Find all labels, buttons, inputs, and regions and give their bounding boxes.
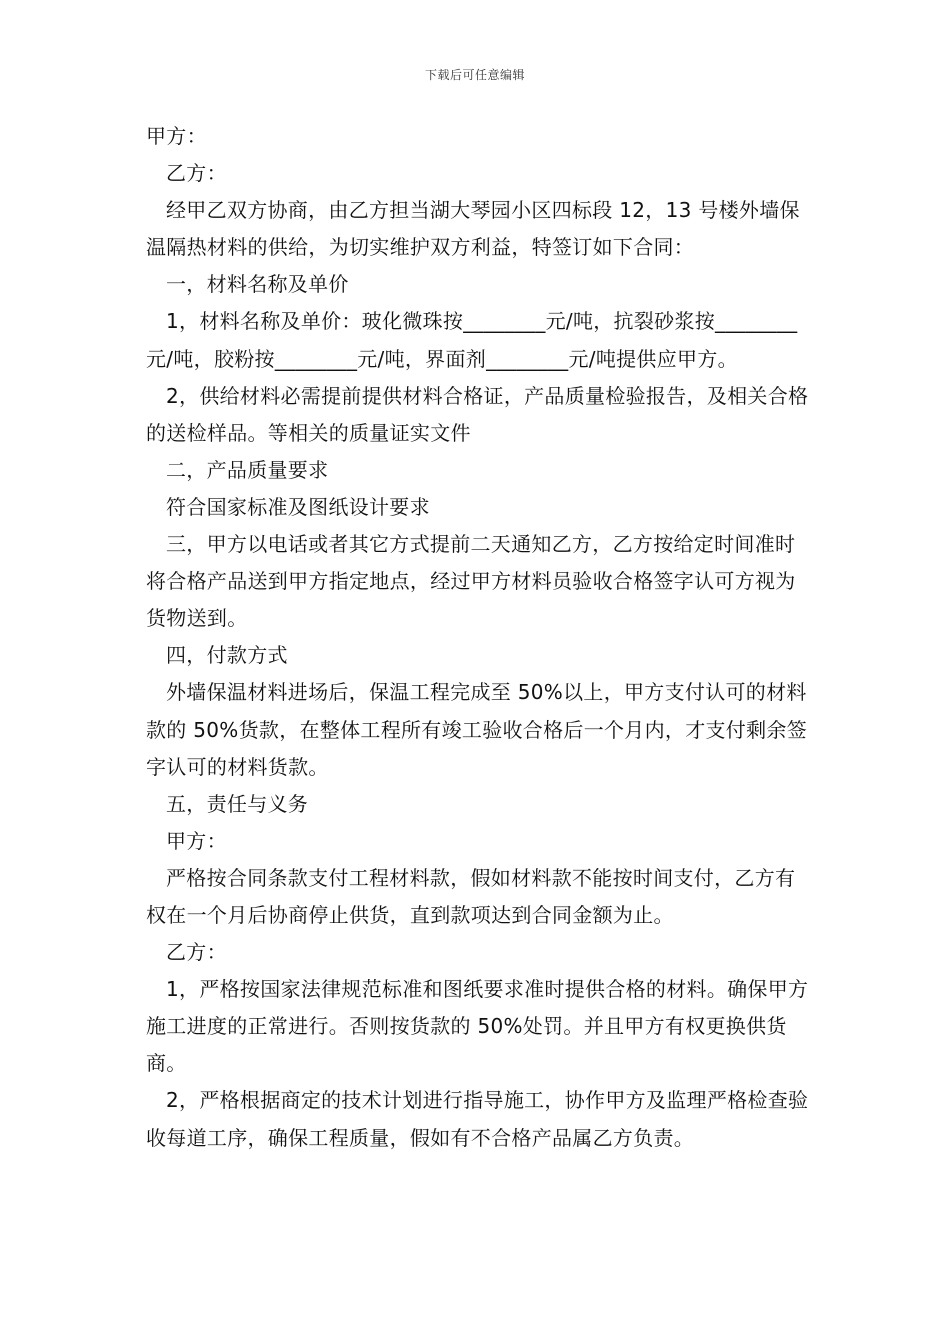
section-2-heading: 二，产品质量要求	[166, 457, 329, 482]
party-a-label: 甲方：	[146, 124, 207, 148]
section-4-heading: 四，付款方式	[166, 643, 288, 668]
party-b-duty-label: 乙方：	[166, 940, 227, 965]
material-certificate-paragraph: 2，供给材料必需提前提供材料合格证，产品质量检验报告，及相关合格的送检样品。等相关的质量证实文件	[146, 383, 809, 445]
party-b-duty-2-paragraph: 2，严格根据商定的技术计划进行指导施工，协作甲方及监理严格检查验收每道工序，确保工程质量，假如有不合格产品属乙方负责。	[146, 1088, 809, 1150]
section-3-paragraph: 三，甲方以电话或者其它方式提前二天通知乙方，乙方按给定时间准时将合格产品送到甲方指定地点，经过甲方材料员验收合格签字认可方视为货物送到。	[146, 532, 796, 631]
intro-paragraph: 经甲乙双方协商，由乙方担当湖大琴园小区四标段 12，13 号楼外墙保温隔热材料的供给，为切实维护双方利益，特签订如下合同：	[146, 198, 800, 260]
section-1-heading: 一，材料名称及单价	[166, 272, 349, 297]
material-price-paragraph: 1，材料名称及单价：玻化微珠按________元/吨，抗裂砂浆按________元/吨，胶粉按________元/吨，界面剂________元/吨提供应甲方。	[146, 309, 798, 371]
party-a-duty-paragraph: 严格按合同条款支付工程材料款，假如材料款不能按时间支付，乙方有权在一个月后协商停止供货，直到款项达到合同金额为止。	[146, 865, 796, 927]
quality-requirement-paragraph: 符合国家标准及图纸设计要求	[166, 494, 430, 519]
party-b-label: 乙方：	[166, 161, 227, 186]
payment-paragraph: 外墙保温材料进场后，保温工程完成至 50%以上，甲方支付认可的材料款的 50%货款，在整体工程所有竣工验收合格后一个月内，才支付剩余签字认可的材料货款。	[146, 680, 808, 779]
contract-body	[146, 118, 810, 1157]
party-a-duty-label: 甲方：	[166, 828, 227, 853]
party-b-duty-1-paragraph: 1，严格按国家法律规范标准和图纸要求准时提供合格的材料。确保甲方施工进度的正常进行。否则按货款的 50%处罚。并且甲方有权更换供货商。	[146, 977, 809, 1076]
page-header: 下载后可任意编辑	[424, 68, 525, 82]
section-5-heading: 五，责任与义务	[166, 791, 309, 816]
